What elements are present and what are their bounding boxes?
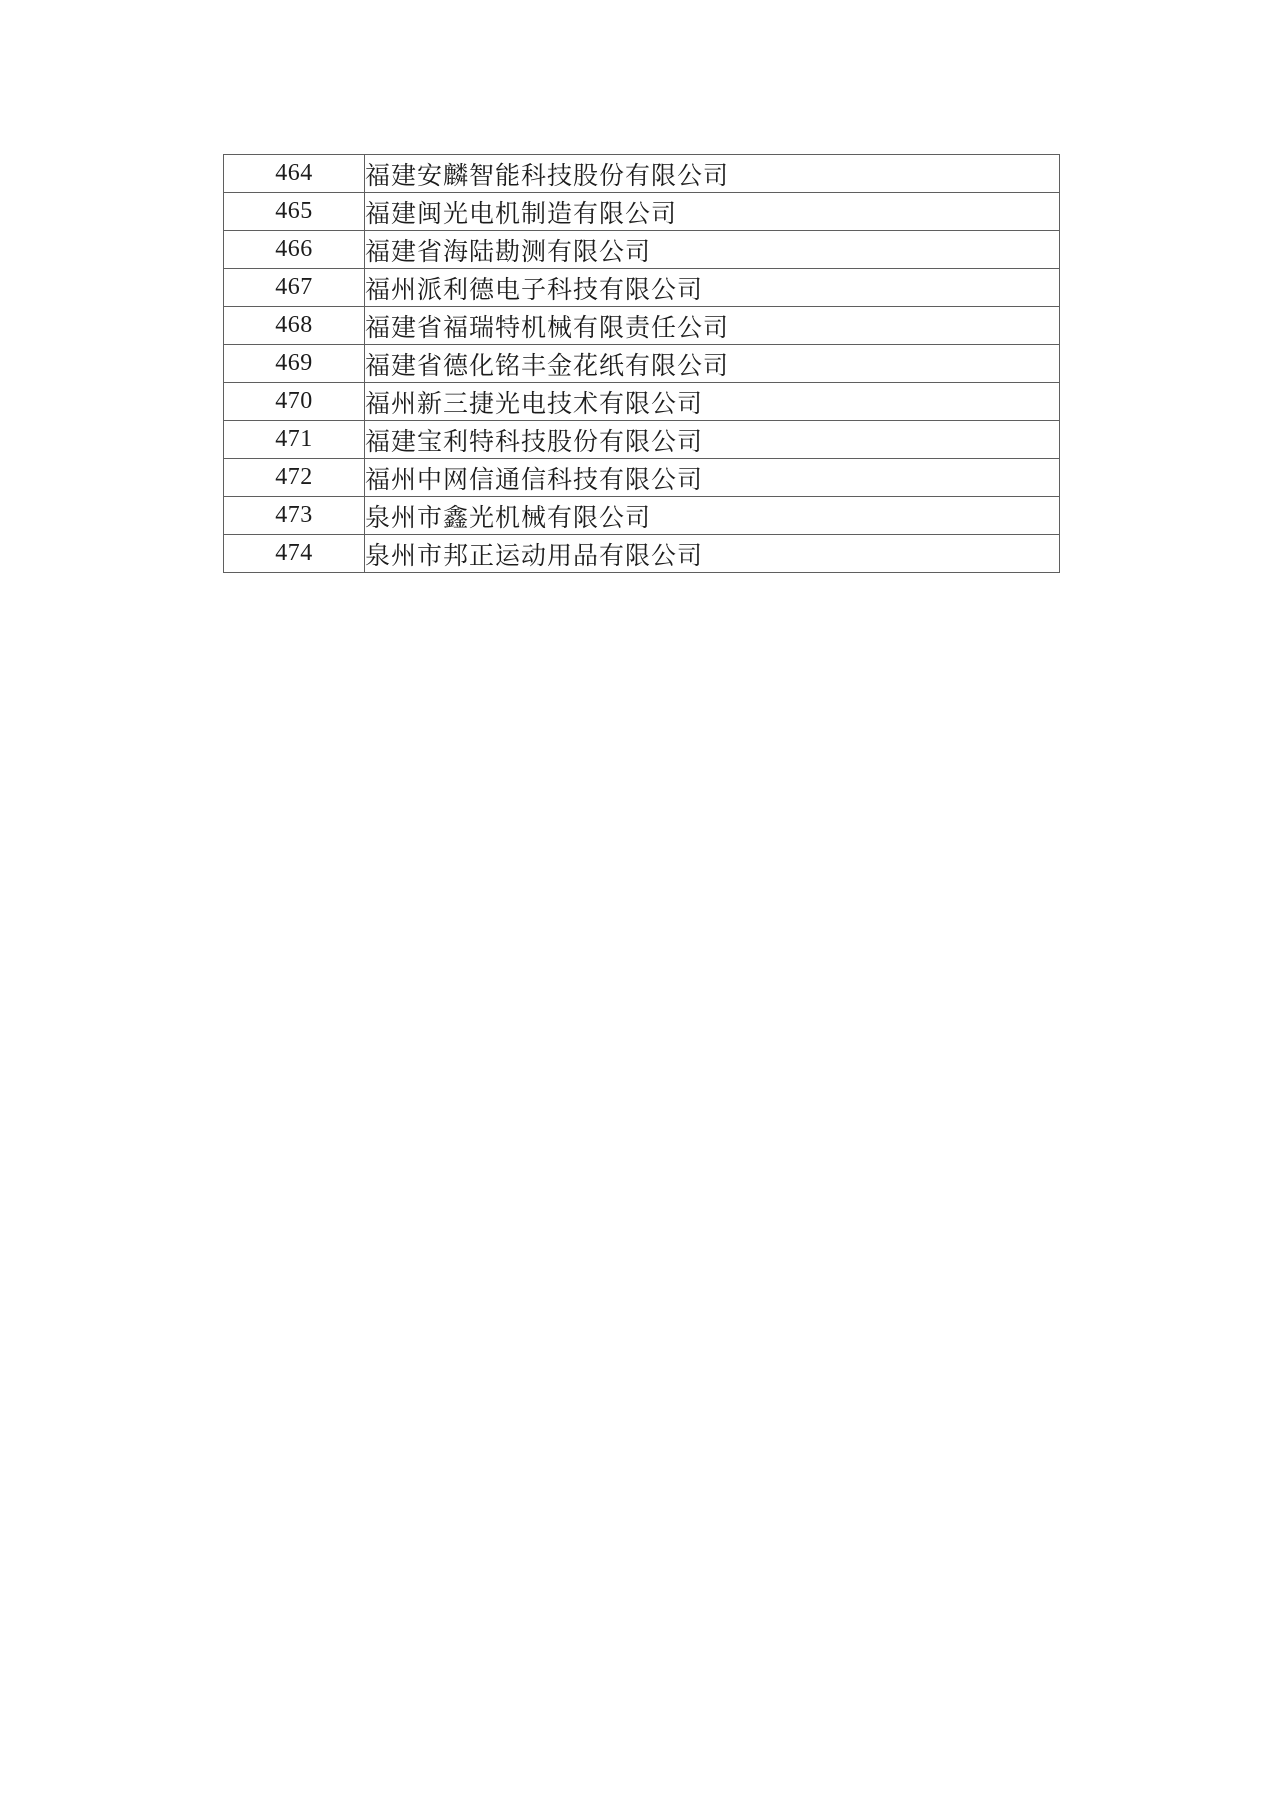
company-name: 福建省海陆勘测有限公司 [365,231,1060,269]
company-name: 福建省德化铭丰金花纸有限公司 [365,345,1060,383]
company-name: 福州新三捷光电技术有限公司 [365,383,1060,421]
row-number: 471 [224,421,365,459]
company-table [223,154,1060,573]
table-row [224,269,1060,307]
row-number: 474 [224,535,365,573]
company-name: 福建省福瑞特机械有限责任公司 [365,307,1060,345]
company-table-body [224,155,1060,573]
row-number: 468 [224,307,365,345]
table-row [224,345,1060,383]
company-name: 泉州市鑫光机械有限公司 [365,497,1060,535]
table-row [224,307,1060,345]
row-number: 465 [224,193,365,231]
row-number: 466 [224,231,365,269]
row-number: 470 [224,383,365,421]
row-number: 464 [224,155,365,193]
row-number: 472 [224,459,365,497]
row-number: 469 [224,345,365,383]
table-row [224,383,1060,421]
company-name: 福州中网信通信科技有限公司 [365,459,1060,497]
table-row [224,535,1060,573]
table-row [224,421,1060,459]
company-name: 福州派利德电子科技有限公司 [365,269,1060,307]
company-name: 福建宝利特科技股份有限公司 [365,421,1060,459]
company-name: 福建闽光电机制造有限公司 [365,193,1060,231]
company-name: 福建安麟智能科技股份有限公司 [365,155,1060,193]
row-number: 467 [224,269,365,307]
table-row [224,231,1060,269]
table-row [224,497,1060,535]
table-row [224,459,1060,497]
company-name: 泉州市邦正运动用品有限公司 [365,535,1060,573]
row-number: 473 [224,497,365,535]
table-row [224,193,1060,231]
table-row [224,155,1060,193]
